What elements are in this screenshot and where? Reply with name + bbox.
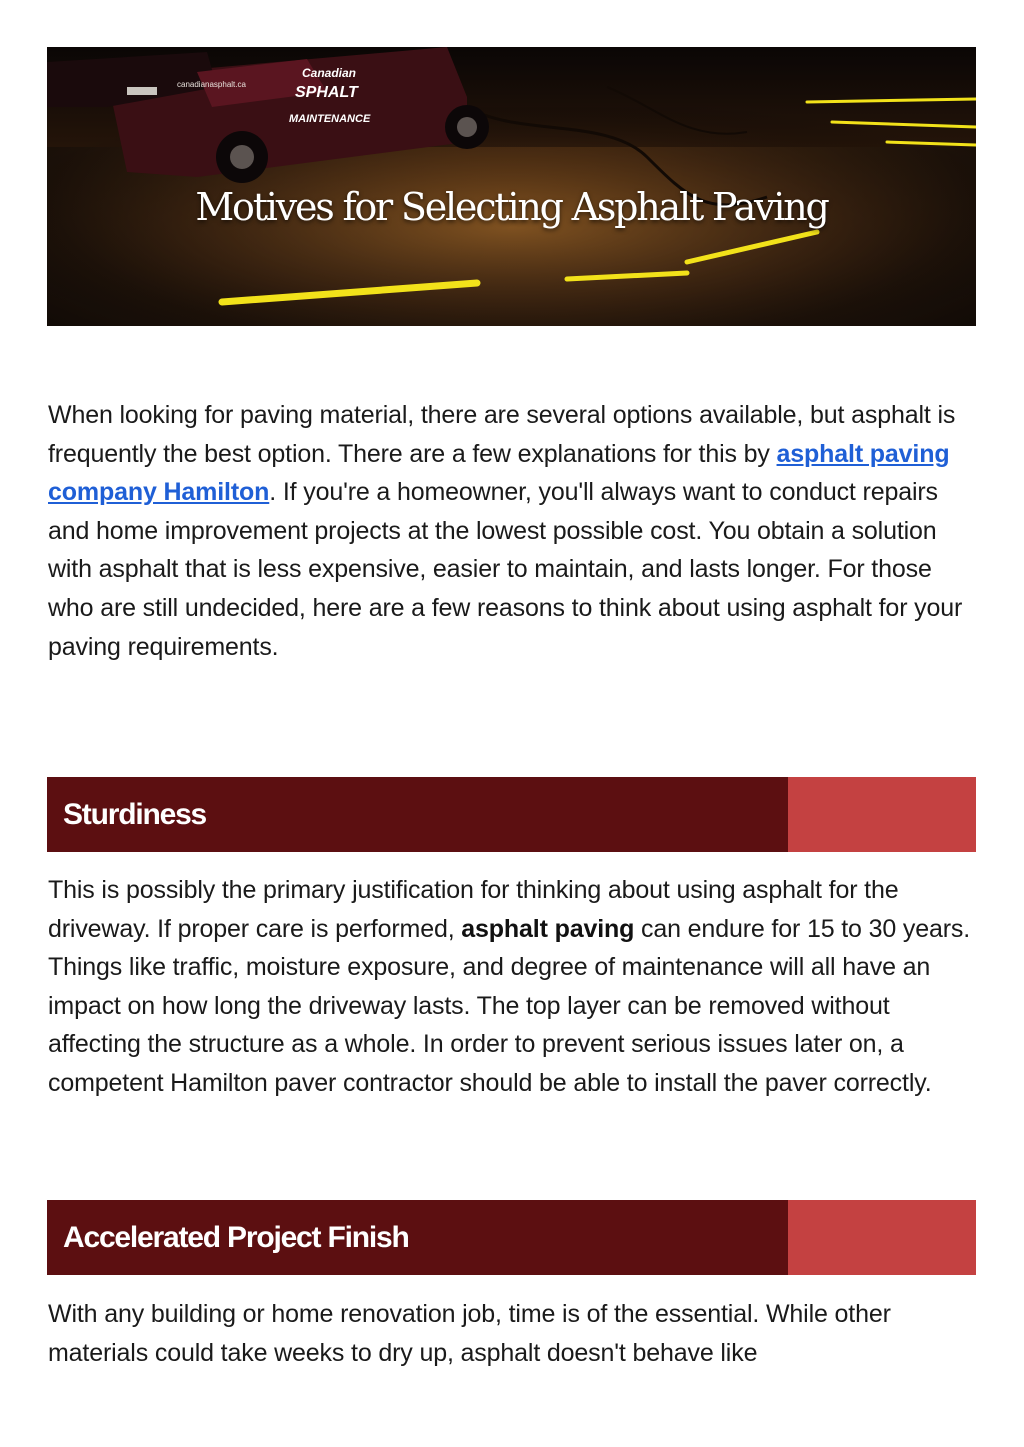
hero-banner [47,47,976,326]
sturdiness-paragraph [48,871,978,1103]
truck-brand-sub: MAINTENANCE [289,113,371,125]
intro-text-start: When looking for paving material, there are several options available, but asphalt is frequently the best option. There are a few explanations for this by [48,401,956,468]
accelerated-paragraph: With any building or home renovation job, time is of the essential. While other materials could take weeks to dry up, asphalt doesn't behave like [48,1300,891,1367]
section-header-accent [788,1200,976,1275]
page-title: Motives for Selecting Asphalt Paving [195,185,828,229]
truck-brand-main: SPHALT [295,84,358,101]
section-heading: Accelerated Project Finish [63,1221,409,1254]
asphalt-paving-bold: asphalt paving [461,914,635,943]
asphalt-paving-link[interactable]: asphalt paving company Hamilton [48,439,950,507]
intro-paragraph [48,396,978,666]
sturdiness-text-start: This is possibly the primary justification for thinking about using asphalt for the driveway. If proper care is performed, [48,876,899,943]
sturdiness-text-end: can endure for 15 to 30 years. Things like traffic, moisture exposure, and degree of maintenance will all have an impact on how long the driveway lasts. The top layer can be removed without affecting the structure as a whole. In order to prevent serious issues later on, a competent Hamilton paver contractor should be able to install the paver correctly. [48,914,971,1097]
truck-brand-top: Canadian [302,66,357,80]
section-heading: Sturdiness [63,798,207,831]
intro-text-end: . If you're a homeowner, you'll always want to conduct repairs and home improvement projects at the lowest possible cost. You obtain a solution with asphalt that is less expensive, easier to maintain, and lasts longer. For those who are still undecided, here are a few reasons to think about using asphalt for your paving requirements. [48,478,963,661]
section-header-sturdiness [47,777,976,852]
truck-website: canadianasphalt.ca [177,80,246,89]
section-header-accelerated [47,1200,976,1275]
section-header-accent [788,777,976,852]
